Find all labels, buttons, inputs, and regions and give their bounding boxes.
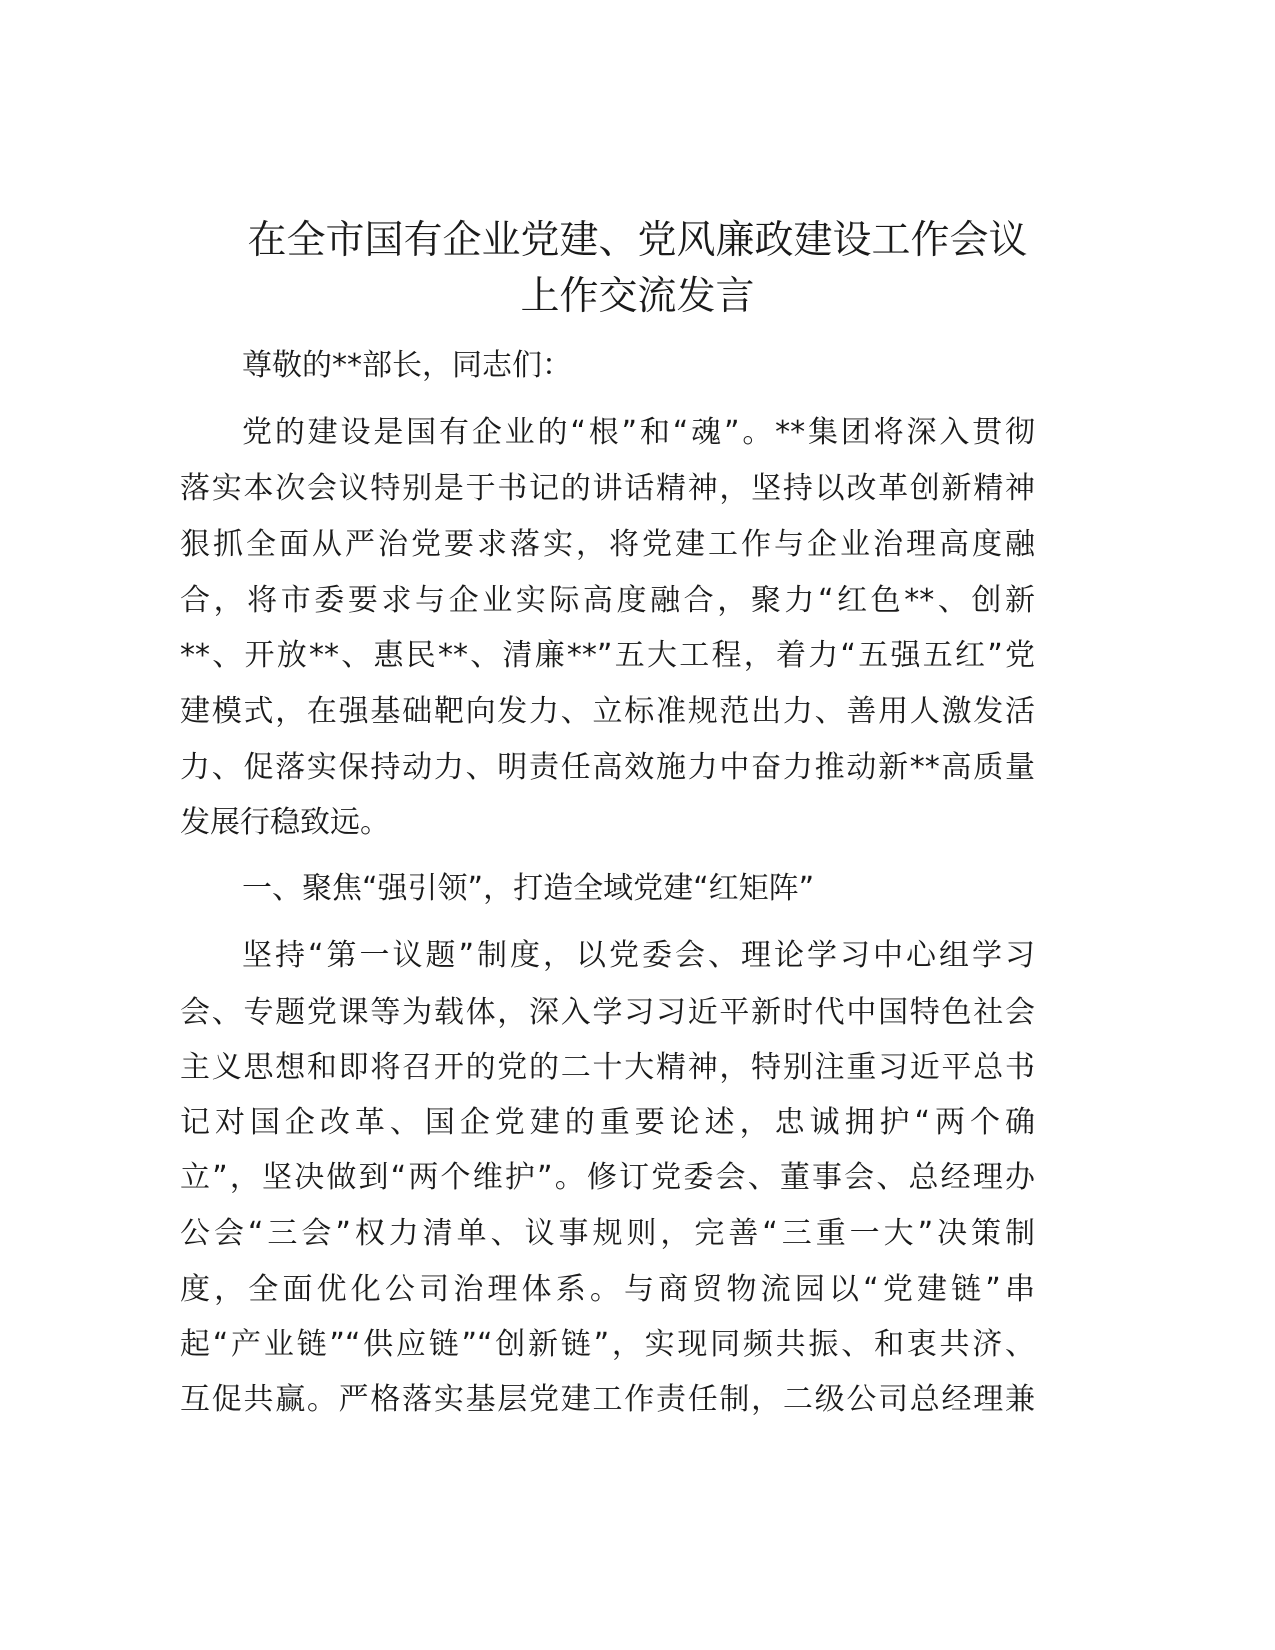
paragraph-line: 主义思想和即将召开的党的二十大精神，特别注重习近平总书 bbox=[180, 1050, 1035, 1085]
paragraph-line: 起“产业链”“供应链”“创新链”，实现同频共振、和衷共济、 bbox=[180, 1327, 1035, 1362]
document-title-line-2: 上作交流发言 bbox=[520, 274, 755, 319]
paragraph-line: 度，全面优化公司治理体系。与商贸物流园以“党建链”串 bbox=[180, 1272, 1035, 1307]
paragraph-line: 建模式，在强基础靶向发力、立标准规范出力、善用人激发活 bbox=[180, 694, 1035, 729]
paragraph-line: 力、促落实保持动力、明责任高效施力中奋力推动新**高质量 bbox=[180, 750, 1035, 785]
paragraph-line: 互促共赢。严格落实基层党建工作责任制，二级公司总经理兼 bbox=[180, 1382, 1035, 1417]
paragraph-line: 记对国企改革、国企党建的重要论述，忠诚拥护“两个确 bbox=[180, 1105, 1035, 1140]
section-heading: 一、聚焦“强引领”，打造全域党建“红矩阵” bbox=[242, 871, 815, 906]
paragraph-line: 立”，坚决做到“两个维护”。修订党委会、董事会、总经理办 bbox=[180, 1160, 1035, 1195]
paragraph-line: 落实本次会议特别是于书记的讲话精神，坚持以改革创新精神 bbox=[180, 471, 1035, 506]
paragraph-line: **、开放**、惠民**、清廉**”五大工程，着力“五强五红”党 bbox=[180, 638, 1035, 673]
paragraph-line: 合，将市委要求与企业实际高度融合，聚力“红色**、创新 bbox=[180, 583, 1035, 618]
salutation: 尊敬的**部长，同志们： bbox=[242, 348, 572, 383]
paragraph-line: 狠抓全面从严治党要求落实，将党建工作与企业治理高度融 bbox=[180, 527, 1035, 562]
paragraph-line: 坚持“第一议题”制度，以党委会、理论学习中心组学习 bbox=[242, 938, 1035, 973]
paragraph-line: 党的建设是国有企业的“根”和“魂”。**集团将深入贯彻 bbox=[242, 415, 1035, 450]
document-title-line-1: 在全市国有企业党建、党风廉政建设工作会议 bbox=[247, 218, 1028, 263]
paragraph-line: 会、专题党课等为载体，深入学习习近平新时代中国特色社会 bbox=[180, 995, 1035, 1030]
paragraph-line: 公会“三会”权力清单、议事规则，完善“三重一大”决策制 bbox=[180, 1216, 1035, 1251]
paragraph-line: 发展行稳致远。 bbox=[180, 805, 390, 840]
